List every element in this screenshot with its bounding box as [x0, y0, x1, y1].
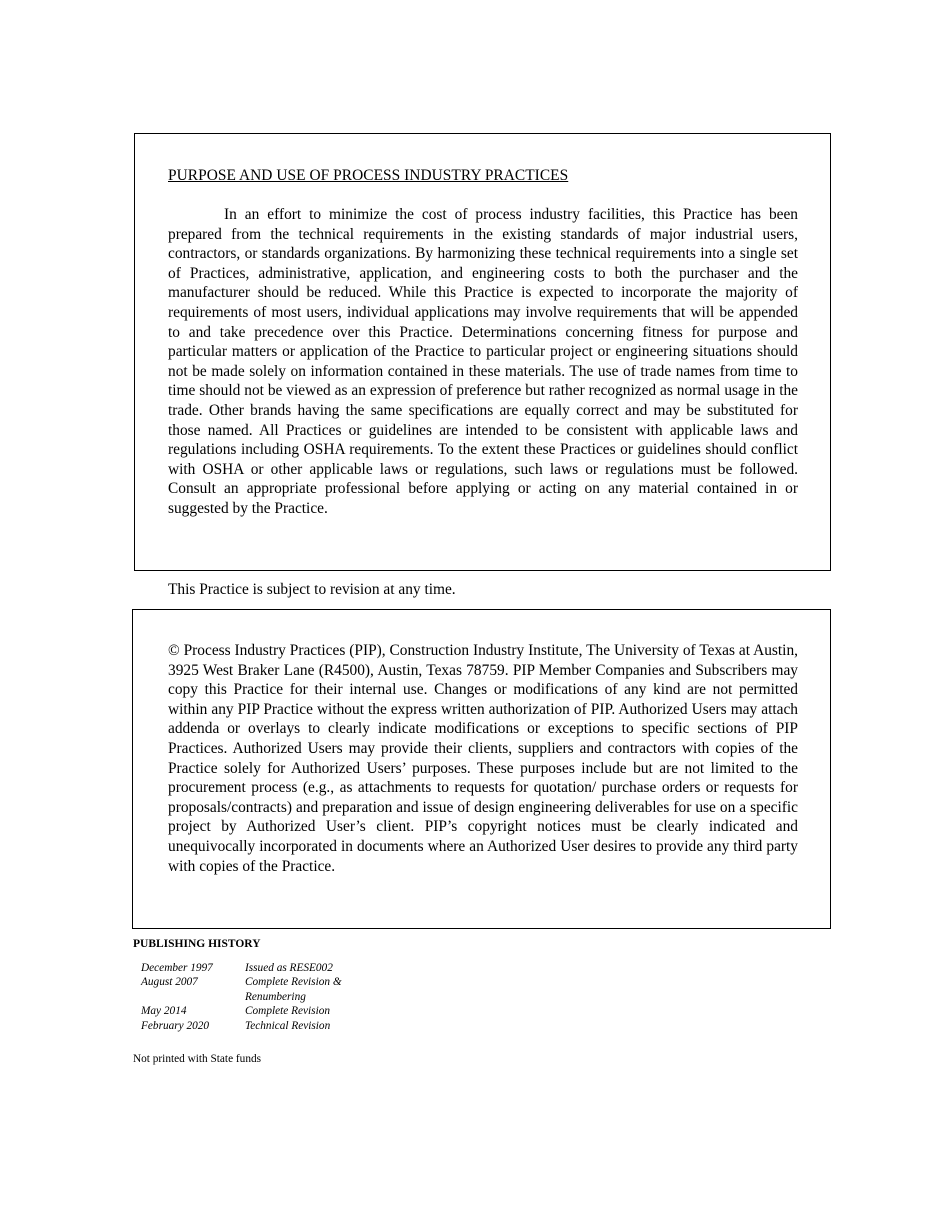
copyright-box-content: [168, 641, 798, 876]
history-description: Complete Revision & Renumbering: [245, 976, 342, 1003]
history-date: December 1997: [141, 962, 213, 974]
publishing-history-table: [141, 961, 365, 1033]
history-row: [141, 961, 365, 975]
history-row: [141, 975, 365, 1004]
publishing-history-heading: PUBLISHING HISTORY: [133, 938, 261, 950]
history-date: May 2014: [141, 1005, 187, 1018]
purpose-heading: PURPOSE AND USE OF PROCESS INDUSTRY PRACTICES: [168, 167, 569, 184]
copyright-paragraph: © Process Industry Practices (PIP), Construction Industry Institute, The University of Texas at Austin, 3925 West Braker Lane (R4500), Austin, Texas 78759. PIP Member Companies and Subscribers may copy this Practice for their internal use. Changes or modifications of any kind are not permitted within any PIP Practice without the express written authorization of PIP. Authorized Users may attach addenda or overlays to clearly indicate modifications or exceptions to specific sections of PIP Practices. Authorized Users may provide their clients, suppliers and contractors with copies of the Practice solely for Authorized Users’ purposes. These purposes include but are not limited to the procurement process (e.g., as attachments to requests for quotation/ purchase orders or requests for proposals/contracts) and preparation and issue of design engineering deliverables for use on a specific project by Authorized User’s client. PIP’s copyright notices must be clearly indicated and unequivocally incorporated in documents where an Authorized User desires to provide any third party with copies of the Practice.: [168, 642, 798, 875]
revision-note: This Practice is subject to revision at any time.: [168, 581, 456, 598]
purpose-paragraph: In an effort to minimize the cost of process industry facilities, this Practice has been prepared from the technical requirements in the existing standards of major industrial users, contractors, or standards organizations. By harmonizing these technical requirements into a single set of Practices, administrative, application, and engineering costs to both the purchaser and the manufacturer should be reduced. While this Practice is expected to incorporate the majority of requirements of most users, individual applications may involve requirements that will be appended to and take precedence over this Practice. Determinations concerning fitness for purpose and particular matters or application of the Practice to particular project or engineering situations should not be made solely on information contained in these materials. The use of trade names from time to time should not be viewed as an expression of preference but rather recognized as normal usage in the trade. Other brands having the same specifications are equally correct and may be substituted for those named. All Practices or guidelines are intended to be consistent with applicable laws and regulations including OSHA requirements. To the extent these Practices or guidelines should conflict with OSHA or other applicable laws or regulations, such laws or regulations must be followed. Consult an appropriate professional before applying or acting on any material contained in or suggested by the Practice.: [168, 206, 798, 517]
copyright-box: [132, 609, 831, 929]
purpose-box-content: [168, 166, 798, 519]
purpose-box: [134, 133, 831, 571]
history-description: Issued as RESE002: [245, 962, 333, 974]
history-row: [141, 1004, 365, 1018]
history-row: [141, 1019, 365, 1033]
footer-note: Not printed with State funds: [133, 1053, 262, 1065]
history-description: Complete Revision: [245, 1005, 331, 1018]
history-date: August 2007: [141, 976, 198, 989]
history-date: February 2020: [141, 1019, 210, 1032]
history-description: Technical Revision: [245, 1019, 331, 1032]
